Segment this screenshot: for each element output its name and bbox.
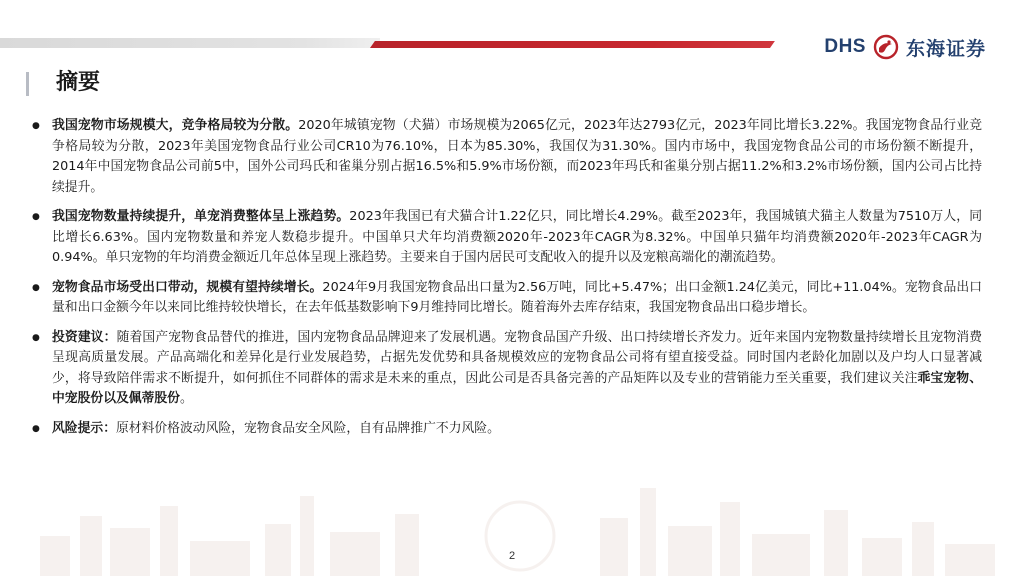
bullet-body: 2020年城镇宠物（犬猫）市场规模为2065亿元，2023年达2793亿元，2023年同比增长3.22%。我国宠物食品行业竞争格局较为分散，2023年美国宠物食品行业公司CR10为76.10%，日本为85.30%，我国仅为31.30%。国内市场中，我国宠物食品公司的市场份额不断提升，2014年中国宠物食品公司前5中，国外公司玛氏和雀巢分别占据16.5%和5.9%市场份额，而2023年玛氏和雀巢分别占据11.2%和3.2%市场份额，国内公司占比持续提升。 [52,118,982,195]
page-title: 摘要 [56,69,101,95]
logo-chinese-text: 东海证券 [905,37,986,60]
bullet-investment-advice [32,328,982,410]
bullet-risk [32,419,982,440]
bullet-body: 2023年我国已有犬猫合计1.22亿只，同比增长4.29%。截至2023年，我国城镇犬猫主人数量为7510万人，同比增长6.63%。国内宠物数量和养宠人数稳步提升。中国单只犬年均消费额2020年-2023年CAGR为8.32%。中国单只猫年均消费额2020年-2023年CAGR为0.94%。单只宠物的年均消费金额近几年总体呈现上涨趋势。主要来自于国内居民可支配收入的提升以及宠粮高端化的潮流趋势。 [52,209,982,265]
company-logo [824,33,986,61]
summary-bullet-list [32,116,982,448]
recommended-stocks: 乖宝宠物、中宠股份以及佩蒂股份 [52,370,983,406]
bullet-lead: 投资建议： [52,329,117,345]
bullet-lead: 宠物食品市场受出口带动，规模有望持续增长。 [52,279,323,295]
title-accent-bar [26,72,29,96]
bullet-export [32,278,982,319]
bullet-market-size [32,116,982,198]
dhs-swirl-emblem-icon [872,33,900,61]
logo-dhs-text: DHS [824,36,866,57]
header-gray-bar [0,38,380,48]
bullet-lead: 我国宠物数量持续提升，单宠消费整体呈上涨趋势。 [52,209,350,224]
header-red-bar [370,41,775,48]
bullet-lead: 风险提示： [52,420,116,436]
page-number: 2 [508,550,516,562]
bullet-pet-population [32,207,982,269]
bullet-tail-punct: 。 [179,391,193,406]
bullet-lead: 我国宠物市场规模大，竞争格局较为分散。 [52,118,299,133]
bullet-body: 2024年9月我国宠物食品出口量为2.56万吨，同比+5.47%；出口金额1.24亿美元，同比+11.04%。宠物食品出口量和出口金额今年以来同比维持较快增长，在去年低基数影响下9月维持同比增长。随着海外去库存结束，我国宠物食品出口稳步增长。 [52,279,983,315]
bullet-body: 随着国产宠物食品替代的推进，国内宠物食品品牌迎来了发展机遇。宠物食品国产升级、出口持续增长齐发力。近年来国内宠物数量持续增长且宠物消费呈现高质量发展。产品高端化和差异化是行业发展趋势，占据先发优势和具备规模效应的宠物食品公司将有望直接受益。同时国内老龄化加剧以及户均人口显著减少，将导致陪伴需求不断提升，如何抓住不同群体的需求是未来的重点，因此公司是否具备完善的产品矩阵以及专业的营销能力至关重要，我们建议关注 [52,329,983,386]
bullet-body: 原材料价格波动风险，宠物食品安全风险，自有品牌推广不力风险。 [115,420,500,436]
